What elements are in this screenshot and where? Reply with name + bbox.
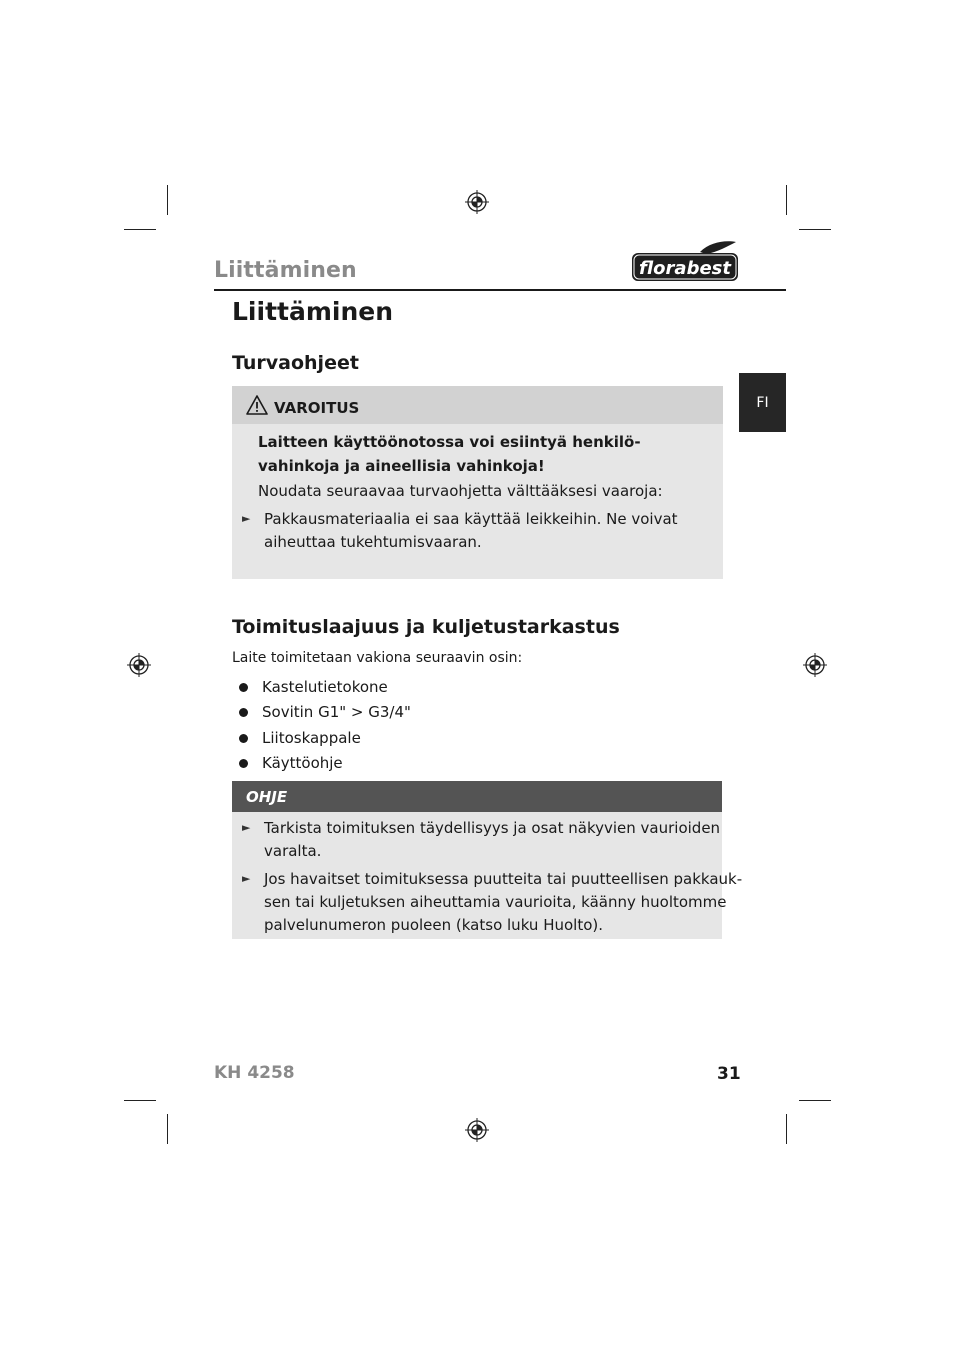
- brand-wordmark: florabest: [639, 258, 731, 279]
- delivery-item: Liitoskappale: [262, 729, 361, 747]
- crop-mark: [124, 1100, 156, 1101]
- arrow-bullet-icon: ►: [242, 512, 251, 525]
- delivery-heading: Toimituslaajuus ja kuljetustarkastus: [232, 616, 620, 638]
- safety-heading: Turvaohjeet: [232, 352, 359, 374]
- page-title: Liittäminen: [232, 297, 394, 326]
- arrow-bullet-icon: ►: [242, 872, 251, 885]
- bullet-dot-icon: [239, 759, 248, 768]
- note-item-line: palvelunumeron puoleen (katso luku Huolto).: [264, 916, 604, 934]
- page-number: 31: [717, 1064, 741, 1084]
- warning-label: VAROITUS: [274, 399, 360, 417]
- note-item-line: Tarkista toimituksen täydellisyys ja osat näkyvien vaurioiden: [264, 819, 721, 837]
- florabest-logo: [630, 240, 740, 284]
- safety-item-line: aiheuttaa tukehtumisvaaran.: [264, 533, 482, 551]
- delivery-intro: Laite toimitetaan vakiona seuraavin osin:: [232, 650, 523, 666]
- registration-mark-icon: [465, 1118, 489, 1142]
- crop-mark: [786, 1114, 787, 1144]
- registration-mark-icon: [803, 653, 827, 677]
- bullet-dot-icon: [239, 683, 248, 692]
- warning-statement-line: Laitteen käyttöönotossa voi esiintyä henkilö-: [258, 433, 641, 451]
- delivery-item: Käyttöohje: [262, 754, 343, 772]
- warning-statement: [258, 430, 698, 478]
- warning-triangle-icon: [246, 395, 268, 415]
- bullet-dot-icon: [239, 708, 248, 717]
- safety-list-item: [264, 508, 678, 554]
- language-tab: FI: [739, 373, 786, 432]
- crop-mark: [799, 1100, 831, 1101]
- delivery-item: Kastelutietokone: [262, 678, 388, 696]
- arrow-bullet-icon: ►: [242, 821, 251, 834]
- crop-mark: [167, 185, 168, 215]
- registration-mark-icon: [465, 190, 489, 214]
- warning-statement-line: vahinkoja ja aineellisia vahinkoja!: [258, 457, 545, 475]
- crop-mark: [124, 229, 156, 230]
- crop-mark: [167, 1114, 168, 1144]
- note-item-line: varalta.: [264, 842, 322, 860]
- note-label: OHJE: [246, 788, 288, 806]
- header-divider: [214, 289, 786, 291]
- crop-mark: [786, 185, 787, 215]
- crop-mark: [799, 229, 831, 230]
- note-list-item: [264, 868, 742, 937]
- note-header: [232, 781, 722, 812]
- safety-item-line: Pakkausmateriaalia ei saa käyttää leikkeihin. Ne voivat: [264, 510, 678, 528]
- note-item-line: sen tai kuljetuksen aiheuttamia vaurioita, käänny huoltomme: [264, 893, 727, 911]
- note-item-line: Jos havaitset toimituksessa puutteita tai puutteellisen pakkauk-: [264, 870, 743, 888]
- footer-model: KH 4258: [214, 1063, 295, 1083]
- safety-intro: Noudata seuraavaa turvaohjetta välttääksesi vaaroja:: [258, 482, 663, 500]
- delivery-item: Sovitin G1" > G3/4": [262, 703, 411, 721]
- registration-mark-icon: [127, 653, 151, 677]
- bullet-dot-icon: [239, 734, 248, 743]
- note-list-item: [264, 817, 720, 863]
- header-section-title: Liittäminen: [214, 258, 357, 283]
